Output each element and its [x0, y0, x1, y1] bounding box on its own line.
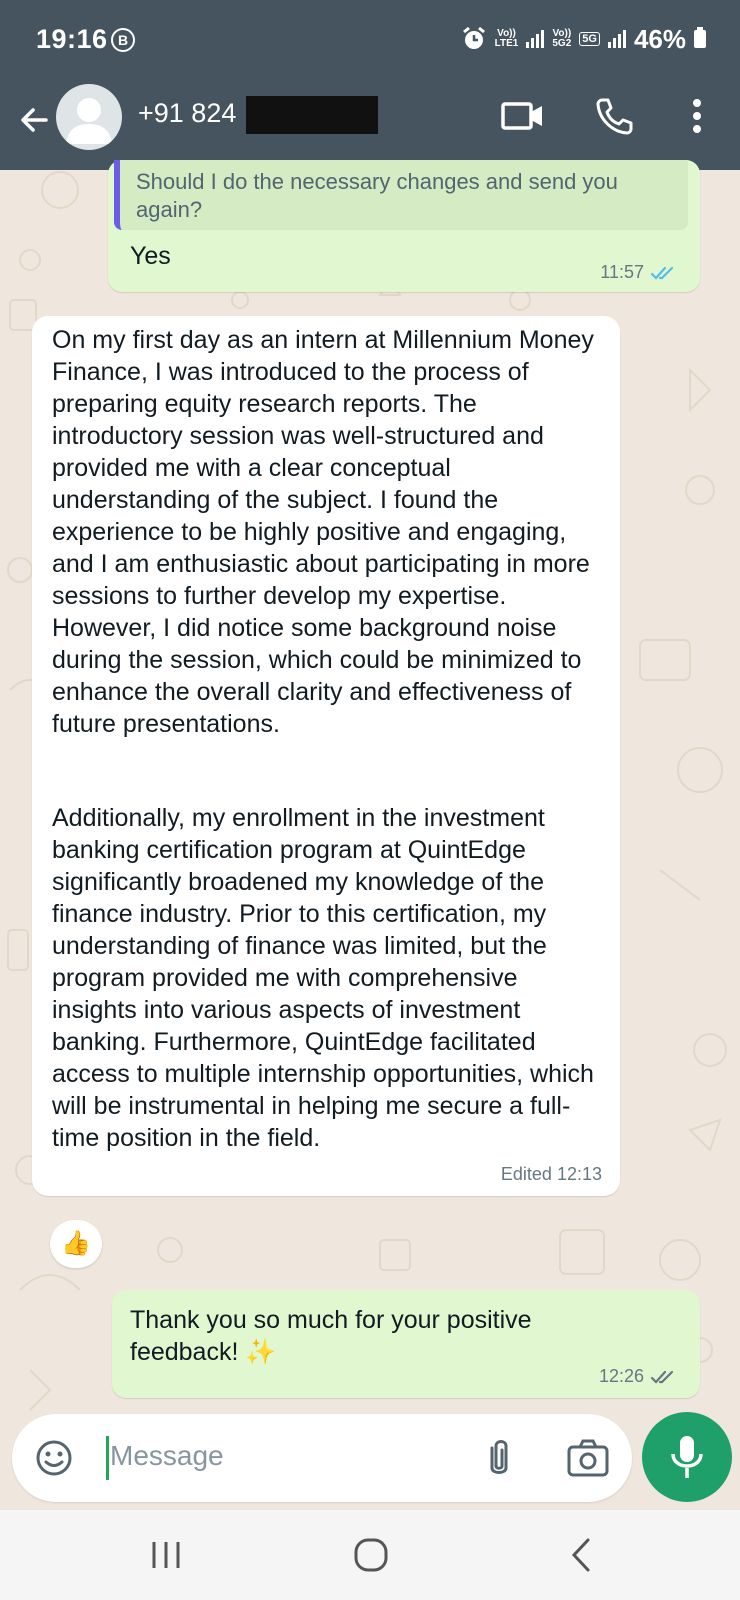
signal-bars-icon — [608, 30, 626, 48]
message-paragraph: On my first day as an intern at Millennium Money Finance, I was introduced to the process of preparing equity research reports. The introductory session was well-structured and provided me with a clear conceptual understanding of the subject. I found the experience to be highly positive and engaging, and I am enthusiastic about participating in more sessions to further develop my expertise. However, I did notice some background noise during the session, which could be minimized to enhance the overall clarity and effectiveness of future presentations. — [52, 326, 594, 738]
quoted-text: Should I do the necessary changes and send you again? — [136, 169, 618, 222]
battery-percent: 46% — [633, 23, 686, 54]
delivered-ticks-icon — [650, 1369, 678, 1385]
video-call-icon[interactable] — [500, 96, 546, 136]
message-outgoing[interactable] — [108, 160, 700, 292]
camera-icon[interactable] — [566, 1438, 610, 1478]
edited-meta: Edited 12:13 — [500, 1164, 602, 1184]
battery-icon — [694, 30, 706, 48]
alarm-icon — [461, 26, 487, 52]
avatar[interactable] — [56, 84, 122, 150]
recent-apps-icon[interactable] — [148, 1538, 184, 1572]
attach-icon[interactable] — [482, 1436, 516, 1480]
message-meta — [599, 1366, 678, 1387]
mic-button[interactable] — [642, 1412, 732, 1502]
message-input[interactable]: Message — [110, 1440, 224, 1471]
quoted-message[interactable] — [114, 160, 688, 230]
read-ticks-icon — [650, 265, 678, 281]
signal-bars-icon — [526, 30, 544, 48]
chat-header — [0, 78, 740, 170]
message-outgoing[interactable] — [112, 1290, 700, 1398]
network-badge: 5G — [579, 32, 600, 46]
more-options-icon[interactable] — [682, 94, 712, 138]
mic-icon — [669, 1434, 705, 1480]
system-navigation-bar — [0, 1510, 740, 1600]
chat-area[interactable] — [0, 170, 740, 1510]
emoji-icon[interactable] — [34, 1438, 74, 1478]
back-icon[interactable] — [566, 1536, 596, 1574]
redacted-block — [246, 96, 378, 134]
status-time: 19:16 — [36, 24, 108, 54]
status-bar — [0, 0, 740, 78]
message-time: 12:26 — [598, 1366, 644, 1386]
sparkles-emoji: ✨ — [245, 1338, 277, 1366]
message-text — [130, 1304, 600, 1368]
home-icon[interactable] — [352, 1536, 390, 1574]
avatar-placeholder-icon — [56, 84, 122, 150]
b-badge-icon: B — [111, 28, 135, 52]
sim2-label: Vo)) 5G2 — [552, 28, 572, 49]
contact-name[interactable]: +91 824 — [138, 98, 237, 128]
message-text-body: Thank you so much for your positive feedback! — [130, 1306, 532, 1366]
status-indicators — [461, 24, 706, 54]
message-meta — [600, 262, 678, 283]
message-text: Yes — [130, 242, 171, 270]
sim1-label: Vo)) LTE1 — [494, 28, 519, 49]
message-time: 11:57 — [600, 262, 644, 282]
message-incoming[interactable] — [32, 316, 620, 1196]
message-paragraph: Additionally, my enrollment in the investment banking certification program at QuintEdge significantly broadened my knowledge of the finance industry. Prior to this certification, my understanding of finance was limited, but the program provided me with comprehensive insights into various aspects of investment banking. Furthermore, QuintEdge facilitated access to multiple internship opportunities, which will be instrumental in helping me secure a full-time position in the field. — [52, 804, 594, 1152]
message-composer[interactable] — [12, 1414, 632, 1502]
text-cursor — [106, 1436, 109, 1480]
reaction-badge[interactable]: 👍 — [50, 1220, 102, 1268]
voice-call-icon[interactable] — [592, 94, 636, 138]
back-arrow-icon[interactable] — [14, 100, 54, 140]
